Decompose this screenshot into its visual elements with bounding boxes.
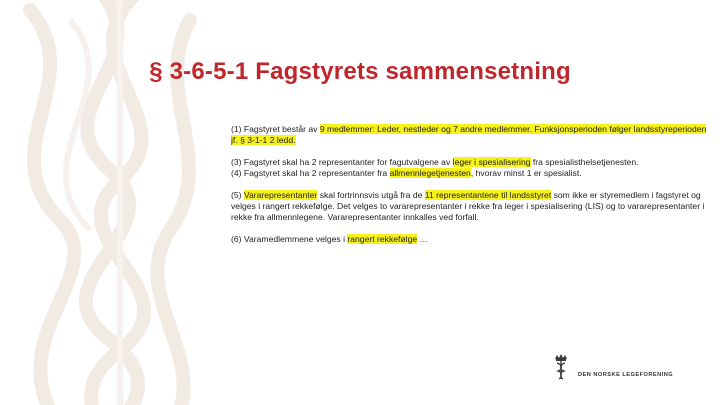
paragraph-5-text-a: (6) Varamedlemmene velges i — [231, 234, 348, 244]
slide-body — [231, 124, 709, 245]
paragraph-2-text-c: fra spesialisthelsetjenesten. — [530, 157, 639, 167]
paragraph-3-highlight: allmennlegetjenesten — [389, 168, 471, 178]
paragraph-1-text-a: (1) Fagstyret består av — [231, 124, 320, 134]
paragraph-2-highlight: leger i spesialisering — [452, 157, 531, 167]
paragraph-2-text-a: (3) Fagstyret skal ha 2 representanter for fagutvalgene av — [231, 157, 453, 167]
legeforening-logo-icon — [553, 353, 693, 383]
paragraph-4-text-a: (5) — [231, 190, 244, 200]
paragraph-4-highlight-2: 11 representantene til landsstyret — [424, 190, 552, 200]
paragraph-2 — [231, 157, 709, 168]
paragraph-1-highlight: 9 medlemmer: Leder, nestleder og 7 andre medlemmer. Funksjonsperioden følger landsstyreperioden jf. § 3-1-1 2 ledd. — [231, 124, 707, 145]
slide-title: § 3-6-5-1 Fagstyrets sammensetning — [149, 58, 571, 85]
paragraph-5-text-c: … — [417, 234, 429, 244]
paragraph-3-text-c: , hvorav minst 1 er spesialist. — [470, 168, 582, 178]
paragraph-1 — [231, 124, 709, 146]
paragraph-4-highlight-1: Vararepresentanter — [243, 190, 318, 200]
paragraph-4-text-c: skal fortrinnsvis utgå fra de — [317, 190, 425, 200]
paragraph-5 — [231, 234, 709, 245]
paragraph-4 — [231, 190, 709, 223]
paragraph-3 — [231, 168, 709, 179]
paragraph-4-text-e: som ikke er styremedlem i fagstyret og velges i rangert rekkefølge. Det velges to vararepresentanter i rekke fra leger i spesialisering (LIS) og to vararepresentanter i rekke fra allmennlegene. Vararepresentanter innkalles ved forfall. — [231, 190, 705, 222]
logo-text: DEN NORSKE LEGEFORENING — [578, 372, 674, 378]
paragraph-3-text-a: (4) Fagstyret skal ha 2 representanter fra — [231, 168, 390, 178]
paragraph-5-highlight: rangert rekkefølge — [347, 234, 418, 244]
